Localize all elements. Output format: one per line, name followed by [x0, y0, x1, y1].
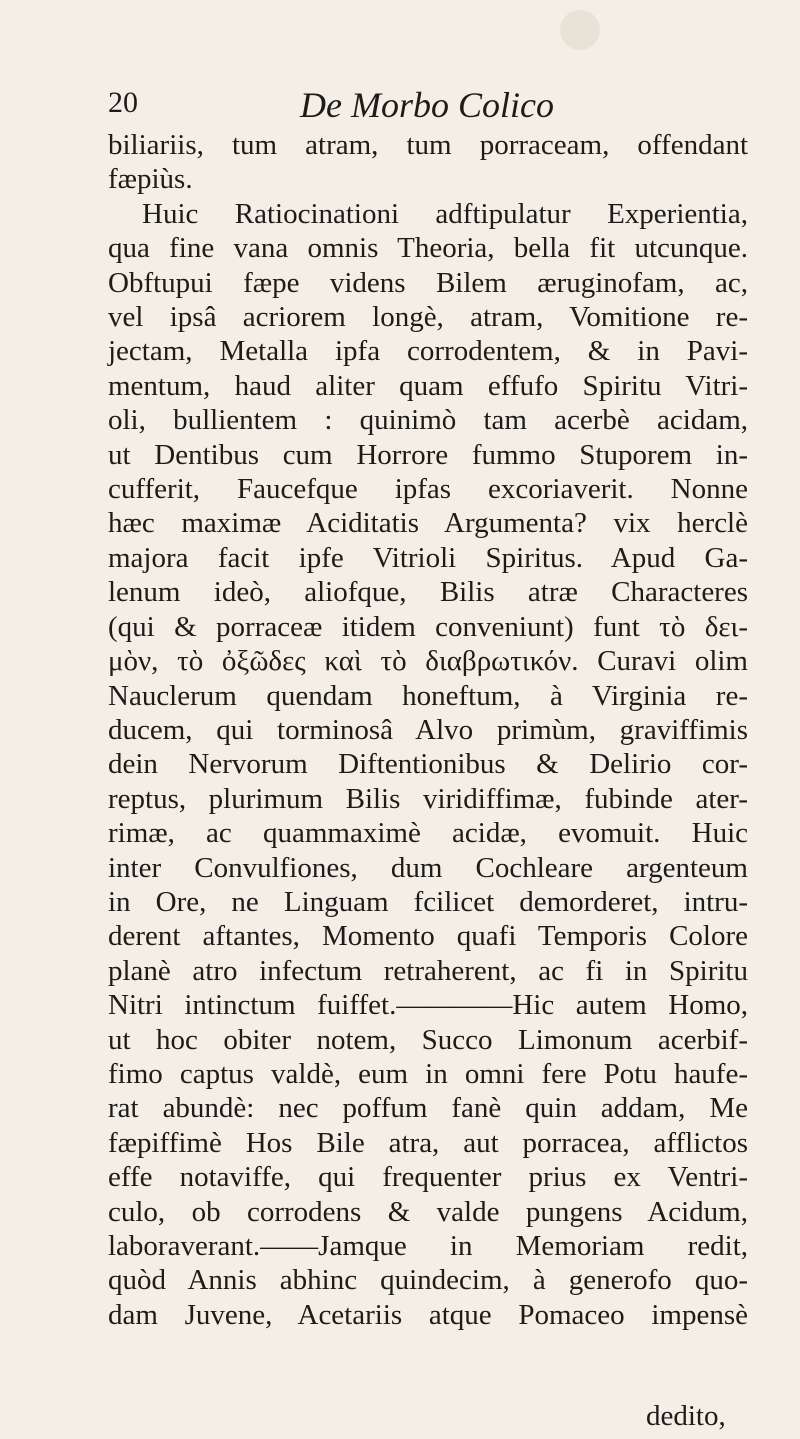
text-line: laboraverant.——Jamque in Memoriam redit, [108, 1230, 748, 1262]
text-line: vel ipsâ acriorem longè, atram, Vomitione re- [108, 301, 748, 334]
text-line: culo, ob corrodens & valde pungens Acidum, [108, 1195, 748, 1228]
page-header [0, 86, 800, 126]
text-line: inter Convulfiones, dum Cochleare argenteum [108, 851, 748, 884]
text-line: Huic Ratiocinationi adftipulatur Experientia, [142, 197, 748, 230]
text-line: oli, bullientem : quinimò tam acerbè acidam, [108, 404, 748, 437]
text-line: cufferit, Faucefque ipfas excoriaverit. Nonne [108, 473, 748, 506]
text-line: fimo captus valdè, eum in omni fere Potu haufe- [108, 1057, 748, 1090]
text-line: dein Nervorum Diftentionibus & Delirio cor- [108, 748, 748, 781]
paper-stain [560, 10, 600, 50]
text-line: Obftupui fæpe videns Bilem æruginofam, ac, [108, 266, 748, 299]
text-line: derent aftantes, Momento quafi Temporis Colore [108, 920, 748, 953]
text-line: mentum, haud aliter quam effufo Spiritu Vitri- [108, 369, 748, 402]
text-line: ducem, qui torminosâ Alvo primùm, graviffimis [108, 713, 748, 746]
text-line: rat abundè: nec poffum fanè quin addam, Me [108, 1092, 748, 1125]
text-line: effe notaviffe, qui frequenter prius ex Ventri- [108, 1161, 748, 1194]
text-line: fæpiffimè Hos Bile atra, aut porracea, afflictos [108, 1126, 748, 1159]
body-text [108, 128, 748, 1332]
text-line: fæpiùs. [108, 163, 193, 196]
text-line: ut hoc obiter notem, Succo Limonum acerbif- [108, 1023, 748, 1056]
text-line: planè atro infectum retraherent, ac fi in Spiritu [108, 954, 748, 987]
text-line: reptus, plurimum Bilis viridiffimæ, fubinde ater- [108, 782, 748, 815]
text-line: dam Juvene, Acetariis atque Pomaceo impensè [108, 1298, 748, 1331]
text-line: jectam, Metalla ipfa corrodentem, & in Pavi- [108, 335, 748, 368]
text-line: Nitri intinctum fuiffet.————Hic autem Homo, [108, 989, 748, 1022]
text-line: lenum ideò, aliofque, Bilis atræ Characteres [108, 576, 748, 609]
catchword: dedito, [646, 1400, 726, 1432]
page-number: 20 [108, 86, 138, 119]
text-line: rimæ, ac quammaximè acidæ, evomuit. Huic [108, 817, 748, 850]
text-line: majora facit ipfe Vitrioli Spiritus. Apud Ga- [108, 541, 748, 574]
text-line: hæc maximæ Aciditatis Argumenta? vix herclè [108, 507, 748, 540]
text-line: μὸν, τὸ ὀξῶδες καὶ τὸ διαβρωτικόν. Curavi olim [108, 645, 748, 678]
text-line: ut Dentibus cum Horrore fummo Stuporem in- [108, 438, 748, 471]
text-line: quòd Annis abhinc quindecim, à generofo quo- [108, 1264, 748, 1297]
text-line: qua fine vana omnis Theoria, bella fit utcunque. [108, 232, 748, 265]
text-line: biliariis, tum atram, tum porraceam, offendant [108, 129, 748, 161]
running-title: De Morbo Colico [300, 85, 554, 125]
text-line: (qui & porraceæ itidem conveniunt) funt τὸ δει- [108, 610, 748, 643]
text-line: Nauclerum quendam honeftum, à Virginia re- [108, 679, 748, 712]
text-line: in Ore, ne Linguam fcilicet demorderet, intru- [108, 885, 748, 918]
